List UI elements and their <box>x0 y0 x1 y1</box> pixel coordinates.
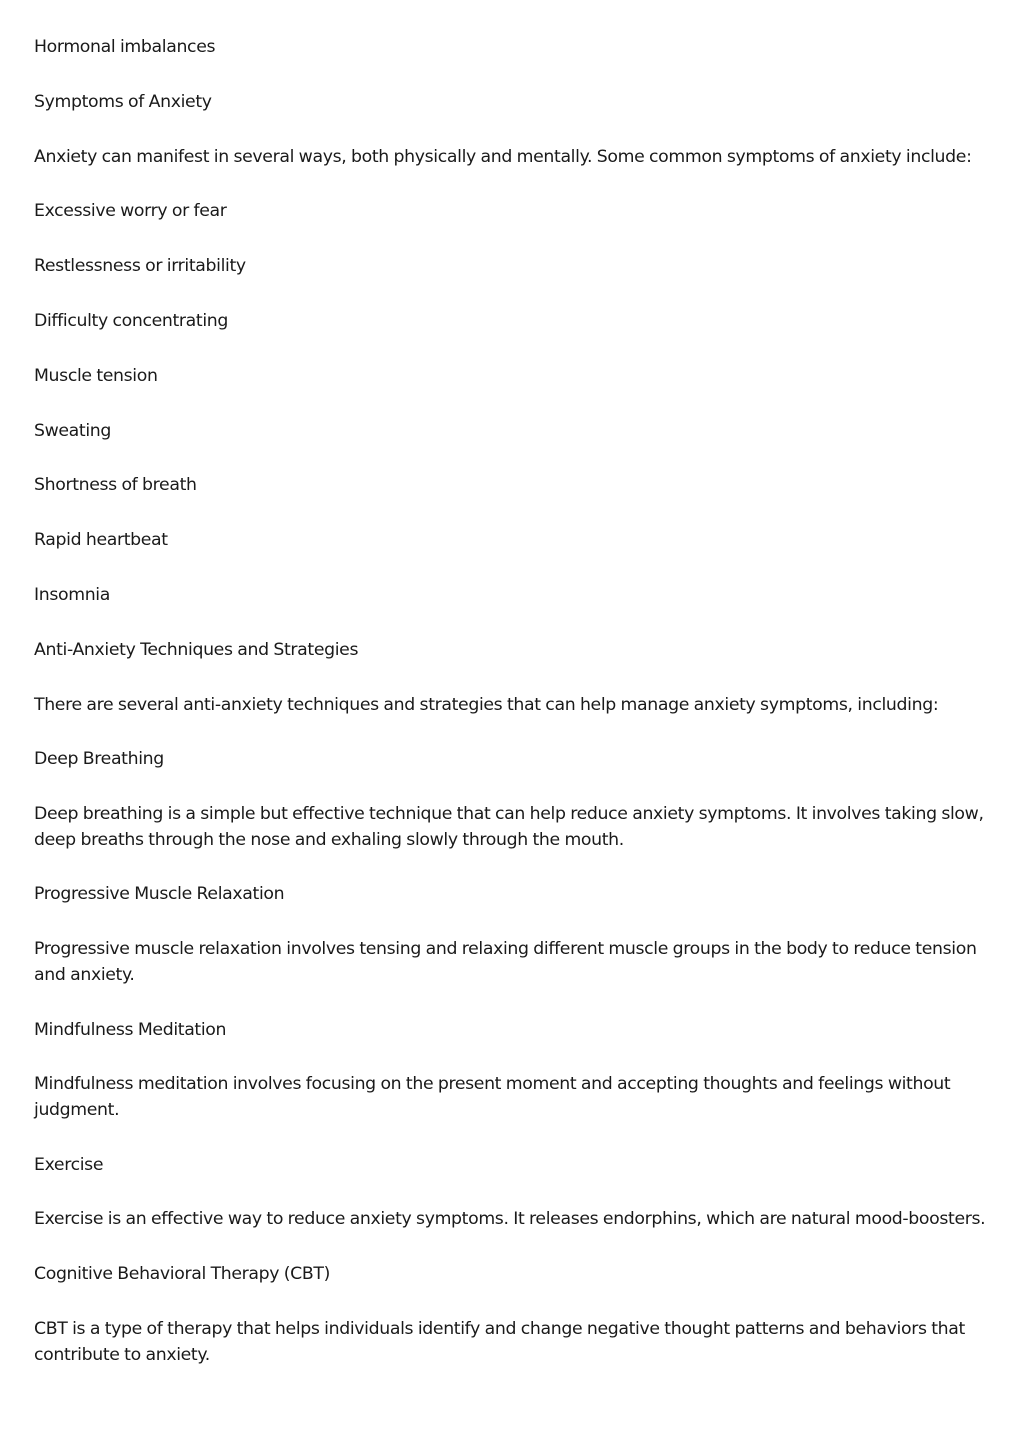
list-item-shortness-of-breath: Shortness of breath <box>34 475 197 496</box>
subheading-progressive-muscle-relaxation: Progressive Muscle Relaxation <box>34 884 285 905</box>
paragraph-progressive-muscle-relaxation: Progressive muscle relaxation involves tensing and relaxing different muscle groups in the body to reduce tension and anxiety. <box>34 939 977 985</box>
paragraph-cbt: CBT is a type of therapy that helps individuals identify and change negative thought patterns and behaviors that contribute to anxiety. <box>34 1319 965 1365</box>
list-item-muscle-tension: Muscle tension <box>34 365 158 386</box>
section-heading-techniques: Anti-Anxiety Techniques and Strategies <box>34 639 359 660</box>
list-item-restlessness: Restlessness or irritability <box>34 256 246 277</box>
list-item-excessive-worry: Excessive worry or fear <box>34 201 227 222</box>
list-item-rapid-heartbeat: Rapid heartbeat <box>34 530 168 551</box>
list-item-difficulty-concentrating: Difficulty concentrating <box>34 310 229 331</box>
list-item-insomnia: Insomnia <box>34 584 111 605</box>
subheading-exercise: Exercise <box>34 1154 104 1175</box>
paragraph-symptoms-intro: Anxiety can manifest in several ways, both physically and mentally. Some common symptoms of anxiety include: <box>34 146 972 167</box>
paragraph-exercise: Exercise is an effective way to reduce anxiety symptoms. It releases endorphins, which are natural mood-boosters. <box>34 1209 986 1230</box>
list-item-sweating: Sweating <box>34 420 112 441</box>
paragraph-deep-breathing: Deep breathing is a simple but effective technique that can help reduce anxiety symptoms. It involves taking slow, deep breaths through the nose and exhaling slowly through the mouth. <box>34 804 984 850</box>
paragraph-techniques-intro: There are several anti-anxiety techniques and strategies that can help manage anxiety symptoms, including: <box>34 694 939 715</box>
list-item-hormonal-imbalances: Hormonal imbalances <box>34 37 216 57</box>
section-heading-symptoms: Symptoms of Anxiety <box>34 91 212 112</box>
subheading-mindfulness-meditation: Mindfulness Meditation <box>34 1019 227 1040</box>
subheading-cbt: Cognitive Behavioral Therapy (CBT) <box>34 1264 331 1285</box>
document-body <box>34 35 994 1397</box>
subheading-deep-breathing: Deep Breathing <box>34 749 164 770</box>
paragraph-mindfulness-meditation: Mindfulness meditation involves focusing on the present moment and accepting thoughts and feelings without judgment. <box>34 1074 951 1120</box>
